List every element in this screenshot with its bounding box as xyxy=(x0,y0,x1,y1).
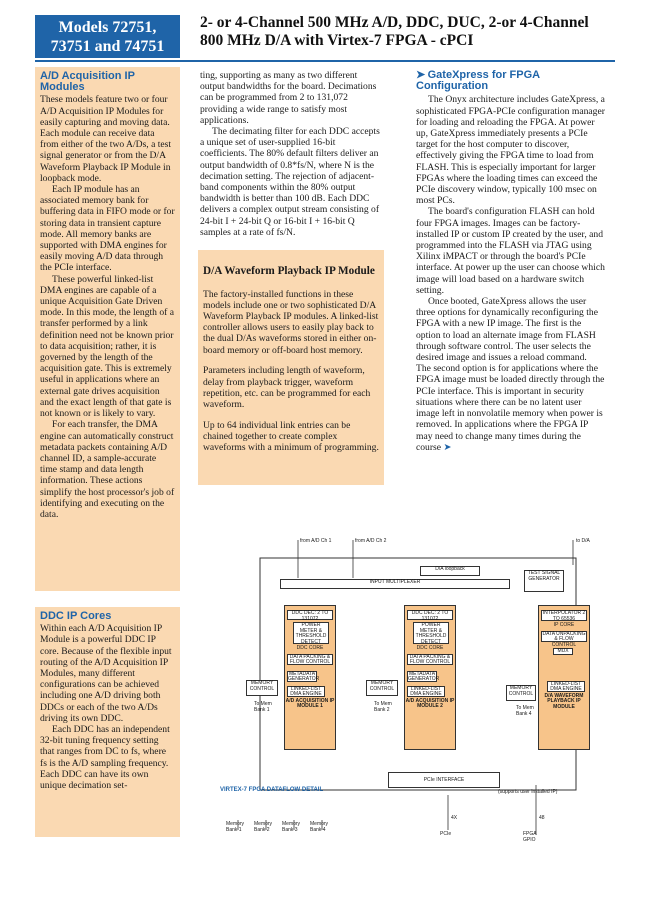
da-loopback-box: D/A loopback xyxy=(420,566,480,576)
linked-list-box: LINKED-LIST DMA ENGINE xyxy=(547,681,585,692)
ddc-continued-text xyxy=(200,70,384,238)
paragraph: The second option is for applications where the FPGA image must be loaded directly through the PCIe interface. This is important in security situations where there can be no latent user image left in nonvolatile memory when power is removed. In applications where the FPGA IP may need to change many times during the course xyxy=(416,363,605,453)
linked-list-box: LINKED-LIST DMA ENGINE xyxy=(407,686,445,697)
continue-arrow-icon: ➤ xyxy=(443,441,452,453)
mem-ctrl-1: MEMORY CONTROL xyxy=(246,680,278,696)
ad-module1 xyxy=(284,605,336,750)
mb3-label: Memory Bank 3 xyxy=(282,821,301,833)
power-meter-box: POWER METER & THRESHOLD DETECT xyxy=(413,622,449,644)
ddc-core-label: DDC CORE xyxy=(416,645,444,651)
to-da-label: to D/A xyxy=(576,538,590,544)
da-waveform-heading: D/A Waveform Playback IP Module xyxy=(203,265,375,278)
dataflow-diagram xyxy=(198,530,618,870)
arrow-icon: ➤ xyxy=(416,69,426,81)
interp-box: INTERPOLATOR 2 TO 65536 xyxy=(542,610,586,622)
ddc-core-label: DDC CORE xyxy=(296,645,324,651)
paragraph: Each IP module has an associated memory bank for buffering data in FIFO mode or for storing data in transient capture mode. All memory banks are supported with DMA engines for easily moving A/D data through the PCIe interface. xyxy=(40,184,175,274)
to-mem2-label: To Mem Bank 2 xyxy=(374,701,392,713)
ddc-box: DDC DEC: 2 TO 131072 xyxy=(407,610,453,620)
paragraph: Once booted, GateXpress allows the user three options for dynamically reconfiguring the FPGA with a new IP image. The first is the option to load an alternate image from FLASH through software control. The user selects the desired image and issues a reload command. xyxy=(416,296,598,364)
test-gen-box: TEST SIGNAL GENERATOR xyxy=(524,570,564,592)
da-waveform-section xyxy=(198,250,384,485)
data-pack-box: DATA PACKING & FLOW CONTROL xyxy=(287,654,333,665)
ad-module2-label: A/D ACQUISITION IP MODULE 2 xyxy=(405,697,455,709)
to-mem4-label: To Mem Bank 4 xyxy=(516,705,534,717)
input-mux-box: INPUT MULTIPLEXER xyxy=(280,579,510,589)
metadata-box: METADATA GENERATOR xyxy=(408,670,440,682)
paragraph: ting, supporting as many as two different output bandwidths for the board. Decimations can be programmed from 2 to 131,072 providing a wide range to satisfy most applications. xyxy=(200,70,377,126)
x4-label: 4X xyxy=(451,815,458,821)
title-line1: 2- or 4-Channel 500 MHz A/D, DDC, DUC, 2-or 4-Channel xyxy=(200,14,589,31)
mb4-label: Memory Bank 4 xyxy=(310,821,329,833)
paragraph: For each transfer, the DMA engine can automatically construct metadata packets containing A/D channel ID, a sample-accurate time stamp and data length information. These actions simplify the host processor's job of identifying and executing on the data. xyxy=(40,419,175,520)
paragraph: Parameters including length of waveform, delay from playback trigger, waveform repetition, etc. can be programmed for each waveform. xyxy=(203,365,371,411)
pcie-interface-box: PCIe INTERFACE xyxy=(388,772,500,788)
mux-box: MUX xyxy=(553,648,573,655)
da-waveform-module xyxy=(538,605,590,750)
ad-module1-label: A/D ACQUISITION IP MODULE 1 xyxy=(285,697,335,709)
power-meter-box: POWER METER & THRESHOLD DETECT xyxy=(293,622,329,644)
ddc-cores-section xyxy=(35,607,180,837)
da-waveform-label: D/A WAVEFORM PLAYBACK IP MODULE xyxy=(544,692,584,710)
ad-acquisition-heading: A/D Acquisition IP Modules xyxy=(40,70,135,94)
paragraph: The decimating filter for each DDC accepts a unique set of user-supplied 16-bit coefficients. The 80% default filters deliver an output bandwidth of 0.8*fs/N, where N is the decimation setting. The rejection of adjacent-band components within the 80% output bandwidth is better than 100 dB. Each DDC delivers a complex output stream consisting of 24-bit I + 24-bit Q or 16-bit I + 16-bit Q samples at a rate of fs/N. xyxy=(200,126,380,238)
user-ip-label: (supports user installed IP) xyxy=(498,789,558,795)
models-line2: 73751 and 74751 xyxy=(50,38,165,55)
ad-module2 xyxy=(404,605,456,750)
gpio-label: FPGA GPIO xyxy=(523,831,537,843)
paragraph: The factory-installed functions in these models include one or two sophisticated D/A Waveform Playback IP modules. A linked-list controller allows users to easily play back to the dual D/As waveforms stored in either on-board memory or off-board host memory. xyxy=(203,288,379,356)
paragraph: Up to 64 individual link entries can be chained together to create complex waveforms with a minimum of programming. xyxy=(203,419,379,454)
from-ad2-label: from A/D Ch 2 xyxy=(355,538,387,544)
ddc-box: DDC DEC: 2 TO 131072 xyxy=(287,610,333,620)
gatexpress-section xyxy=(416,70,606,453)
header-rule xyxy=(35,60,615,62)
ad-acquisition-section xyxy=(35,67,180,591)
page-title xyxy=(200,14,620,50)
ddc-cores-heading: DDC IP Cores xyxy=(40,610,112,622)
data-pack-box: DATA PACKING & FLOW CONTROL xyxy=(407,654,453,665)
diagram-title: VIRTEX-7 FPGA DATAFLOW DETAIL xyxy=(220,787,324,793)
mem-ctrl-4: MEMORY CONTROL xyxy=(506,685,536,701)
paragraph: These models feature two or four A/D Acquisition IP Modules for easily capturing and moving data. Each module can receive data from either of the two A/Ds, a test signal generator or from the D/A Waveform Playback IP Module in loopback mode. xyxy=(40,94,172,184)
paragraph: Each DDC has an independent 32-bit tuning frequency setting that ranges from DC to fs, where fs is the A/D sampling frequency. Each DDC can have its own unique decimation set- xyxy=(40,724,170,792)
gatexpress-heading: GateXpress for FPGA Configuration xyxy=(416,69,540,93)
mb2-label: Memory Bank 2 xyxy=(254,821,273,833)
data-unpack-box: DATA UNPACKING & FLOW CONTROL xyxy=(542,630,586,648)
paragraph: The Onyx architecture includes GateXpress, a sophisticated FPGA-PCIe configuration manager for loading and reloading the FPGA. At power up, GateXpress immediately presents a PCIe target for the host computer to discover, effectively giving the FPGA time to load from FLASH. This is especially important for larger FPGAs where the loading times can exceed the PCIe discovery window, typically 100 msec on most PCs. xyxy=(416,94,605,207)
ip-core-label: IP CORE xyxy=(553,622,575,628)
paragraph: The board's configuration FLASH can hold four FPGA images. Images can be factory-installed IP or custom IP created by the user, and programmed into the FLASH via JTAG using Xilinx iMPACT or through the board's PCIe interface. At power up the user can choose which image will load based on a hardware switch setting. xyxy=(416,206,605,296)
mem-ctrl-2: MEMORY CONTROL xyxy=(366,680,398,696)
paragraph: Within each A/D Acquisition IP Module is a powerful DDC IP core. Because of the flexible input routing of the A/D Acquisition IP Modules, many different configurations can be achieved including one A/D driving both DDCs or each of the two A/Ds driving its own DDC. xyxy=(40,623,172,724)
metadata-box: METADATA GENERATOR xyxy=(288,670,320,682)
to-mem1-label: To Mem Bank 1 xyxy=(254,701,272,713)
x48-label: 48 xyxy=(539,815,545,821)
linked-list-box: LINKED-LIST DMA ENGINE xyxy=(287,686,325,697)
mb1-label: Memory Bank 1 xyxy=(226,821,245,833)
models-badge xyxy=(35,15,180,58)
models-line1: Models 72751, xyxy=(58,19,157,36)
pcie-label: PCIe xyxy=(440,831,452,837)
paragraph: These powerful linked-list DMA engines are capable of a unique Acquisition Gate Driven mode. In this mode, the length of a transfer performed by a link definition need not be known prior to data acquisition; rather, it is governed by the length of the acquisition gate. This is extremely useful in applications where an external gate drives acquisition and the exact length of that gate is not known or is likely to vary. xyxy=(40,273,175,420)
title-line2: 800 MHz D/A with Virtex-7 FPGA - cPCI xyxy=(200,32,474,49)
from-ad1-label: from A/D Ch 1 xyxy=(300,538,332,544)
